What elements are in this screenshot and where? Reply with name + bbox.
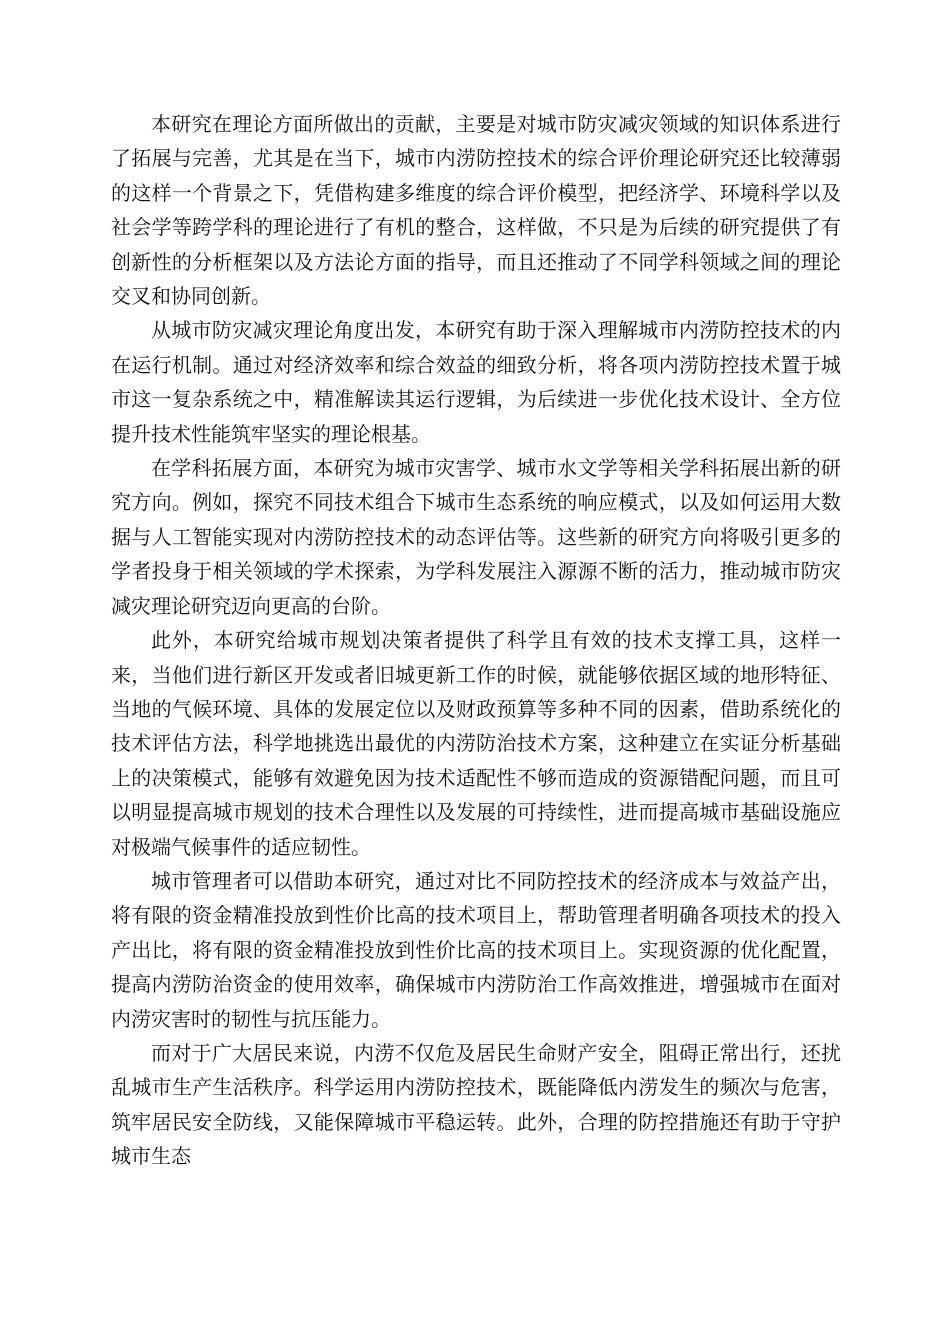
- paragraph-city-management: 城市管理者可以借助本研究，通过对比不同防控技术的经济成本与效益产出，将有限的资金精准投放到性价比高的技术项目上，帮助管理者明确各项技术的投入产出比，将有限的资金精准投放到性价比高的技术项目上。实现资源的优化配置，提高内涝防治资金的使用效率，确保城市内涝防治工作高效推进，增强城市在面对内涝灾害时的韧性与抗压能力。: [111, 868, 841, 1031]
- paragraph-planning-decision: 此外，本研究给城市规划决策者提供了科学且有效的技术支撑工具，这样一来，当他们进行新区开发或者旧城更新工作的时候，就能够依据区域的地形特征、当地的气候环境、具体的发展定位以及财政预算等多种不同的因素，借助系统化的技术评估方法，科学地挑选出最优的内涝防治技术方案，这种建立在实证分析基础上的决策模式，能够有效避免因为技术适配性不够而造成的资源错配问题，而且可以明显提高城市规划的技术合理性以及发展的可持续性，进而提高城市基础设施应对极端气候事件的适应韧性。: [111, 628, 841, 859]
- paragraph-theoretical-contribution: 本研究在理论方面所做出的贡献，主要是对城市防灾减灾领域的知识体系进行了拓展与完善，尤其是在当下，城市内涝防控技术的综合评价理论研究还比较薄弱的这样一个背景之下，凭借构建多维度的综合评价模型，把经济学、环境科学以及社会学等跨学科的理论进行了有机的整合，这样做，不只是为后续的研究提供了有创新性的分析框架以及方法论方面的指导，而且还推动了不同学科领域之间的理论交叉和协同创新。: [111, 112, 841, 309]
- document-page: [111, 107, 841, 1174]
- paragraph-disaster-theory: 从城市防灾减灾理论角度出发，本研究有助于深入理解城市内涝防控技术的内在运行机制。通过对经济效率和综合效益的细致分析，将各项内涝防控技术置于城市这一复杂系统之中，精准解读其运行逻辑，为后续进一步优化技术设计、全方位提升技术性能筑牢坚实的理论根基。: [111, 318, 841, 446]
- paragraph-discipline-expansion: 在学科拓展方面，本研究为城市灾害学、城市水文学等相关学科拓展出新的研究方向。例如，探究不同技术组合下城市生态系统的响应模式，以及如何运用大数据与人工智能实现对内涝防控技术的动态评估等。这些新的研究方向将吸引更多的学者投身于相关领域的学术探索，为学科发展注入源源不断的活力，推动城市防灾减灾理论研究迈向更高的台阶。: [111, 456, 841, 618]
- paragraph-residents: 而对于广大居民来说，内涝不仅危及居民生命财产安全，阻碍正常出行，还扰乱城市生产生活秩序。科学运用内涝防控技术，既能降低内涝发生的频次与危害，筑牢居民安全防线，又能保障城市平稳运转。此外，合理的防控措施还有助于守护城市生态: [111, 1040, 841, 1169]
